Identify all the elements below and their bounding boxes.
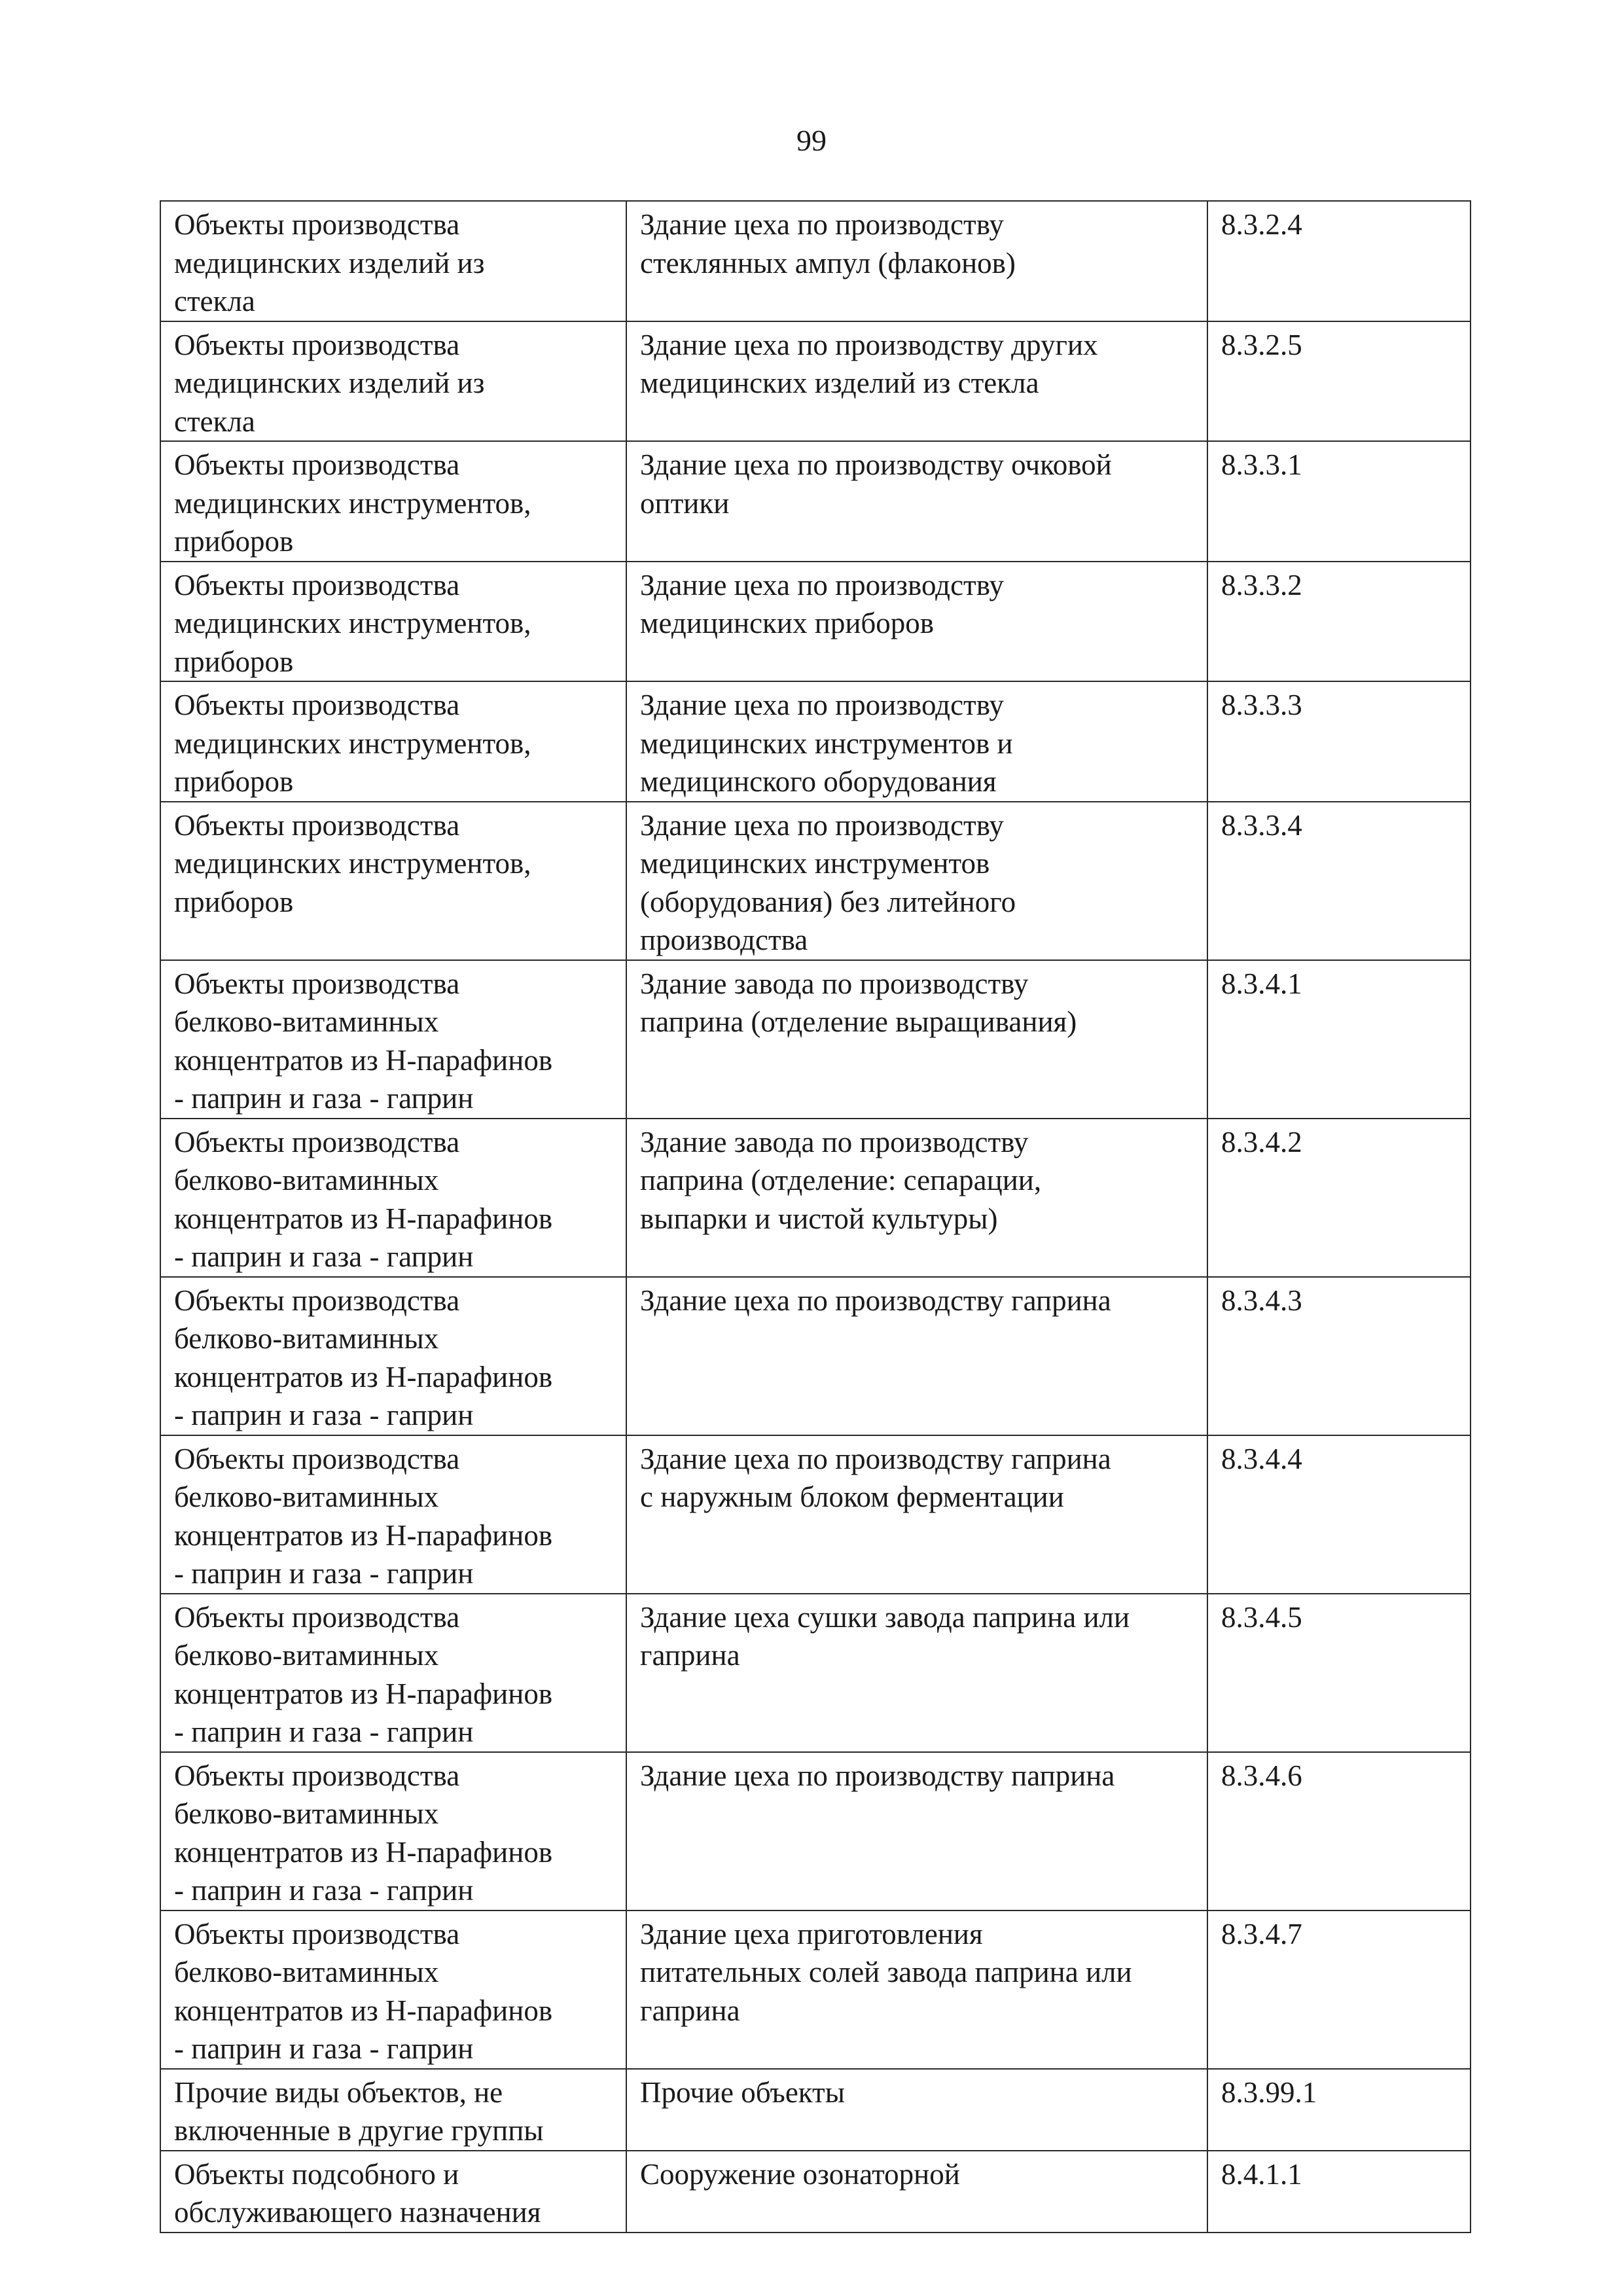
table-row [160, 201, 1471, 321]
table-row [160, 960, 1471, 1119]
building-cell: Здание завода по производству паприна (отделение: сепарации, выпарки и чистой культуры) [626, 1119, 1207, 1277]
building-cell: Здание цеха приготовления питательных солей завода паприна или гаприна [626, 1910, 1207, 2069]
building-cell: Сооружение озонаторной [626, 2151, 1207, 2233]
object-type-cell: Объекты производства белково-витаминных концентратов из Н-парафинов - паприн и газа - гаприн [160, 1277, 626, 1435]
object-type-cell: Объекты производства медицинских изделий из стекла [160, 201, 626, 321]
code-cell: 8.3.3.4 [1207, 802, 1471, 960]
object-type-cell: Объекты производства медицинских инструментов, приборов [160, 562, 626, 682]
code-cell: 8.3.99.1 [1207, 2069, 1471, 2151]
code-cell: 8.3.4.6 [1207, 1752, 1471, 1910]
building-cell: Здание цеха по производству очковой оптики [626, 441, 1207, 562]
table-row [160, 802, 1471, 960]
building-cell: Здание цеха по производству медицинских инструментов и медицинского оборудования [626, 681, 1207, 802]
table-row [160, 2069, 1471, 2151]
table-row [160, 562, 1471, 682]
object-type-cell: Объекты производства белково-витаминных концентратов из Н-парафинов - паприн и газа - гаприн [160, 1119, 626, 1277]
code-cell: 8.3.3.3 [1207, 681, 1471, 802]
code-cell: 8.3.2.4 [1207, 201, 1471, 321]
table-row [160, 1435, 1471, 1594]
code-cell: 8.3.4.2 [1207, 1119, 1471, 1277]
building-cell: Здание цеха по производству других медицинских изделий из стекла [626, 321, 1207, 442]
code-cell: 8.3.4.7 [1207, 1910, 1471, 2069]
table-row [160, 441, 1471, 562]
table-row [160, 2151, 1471, 2233]
table-row [160, 1752, 1471, 1910]
code-cell: 8.3.2.5 [1207, 321, 1471, 442]
building-cell: Здание цеха по производству стеклянных ампул (флаконов) [626, 201, 1207, 321]
code-cell: 8.3.4.4 [1207, 1435, 1471, 1594]
building-cell: Здание завода по производству паприна (отделение выращивания) [626, 960, 1207, 1119]
table-row [160, 1594, 1471, 1752]
object-type-cell: Объекты производства белково-витаминных концентратов из Н-парафинов - паприн и газа - гаприн [160, 960, 626, 1119]
table-row [160, 1277, 1471, 1435]
building-cell: Здание цеха по производству медицинских приборов [626, 562, 1207, 682]
page-number: 99 [796, 124, 827, 157]
code-cell: 8.4.1.1 [1207, 2151, 1471, 2233]
table-row [160, 321, 1471, 442]
object-type-cell: Прочие виды объектов, не включенные в другие группы [160, 2069, 626, 2151]
table-row [160, 1910, 1471, 2069]
object-type-cell: Объекты производства медицинских инструментов, приборов [160, 802, 626, 960]
object-type-cell: Объекты производства белково-витаминных концентратов из Н-парафинов - паприн и газа - гаприн [160, 1435, 626, 1594]
code-cell: 8.3.4.3 [1207, 1277, 1471, 1435]
building-cell: Здание цеха по производству паприна [626, 1752, 1207, 1910]
table-row [160, 681, 1471, 802]
object-type-cell: Объекты производства медицинских инструментов, приборов [160, 681, 626, 802]
code-cell: 8.3.4.1 [1207, 960, 1471, 1119]
code-cell: 8.3.4.5 [1207, 1594, 1471, 1752]
code-cell: 8.3.3.1 [1207, 441, 1471, 562]
object-type-cell: Объекты производства белково-витаминных концентратов из Н-парафинов - паприн и газа - гаприн [160, 1594, 626, 1752]
object-type-cell: Объекты производства белково-витаминных концентратов из Н-парафинов - паприн и газа - гаприн [160, 1752, 626, 1910]
object-type-cell: Объекты производства медицинских инструментов, приборов [160, 441, 626, 562]
object-type-cell: Объекты производства медицинских изделий из стекла [160, 321, 626, 442]
building-cell: Здание цеха по производству медицинских инструментов (оборудования) без литейного производства [626, 802, 1207, 960]
classification-table [160, 200, 1471, 2233]
code-cell: 8.3.3.2 [1207, 562, 1471, 682]
object-type-cell: Объекты производства белково-витаминных концентратов из Н-парафинов - паприн и газа - гаприн [160, 1910, 626, 2069]
object-type-cell: Объекты подсобного и обслуживающего назначения [160, 2151, 626, 2233]
building-cell: Здание цеха сушки завода паприна или гаприна [626, 1594, 1207, 1752]
building-cell: Прочие объекты [626, 2069, 1207, 2151]
building-cell: Здание цеха по производству гаприна с наружным блоком ферментации [626, 1435, 1207, 1594]
building-cell: Здание цеха по производству гаприна [626, 1277, 1207, 1435]
table-row [160, 1119, 1471, 1277]
